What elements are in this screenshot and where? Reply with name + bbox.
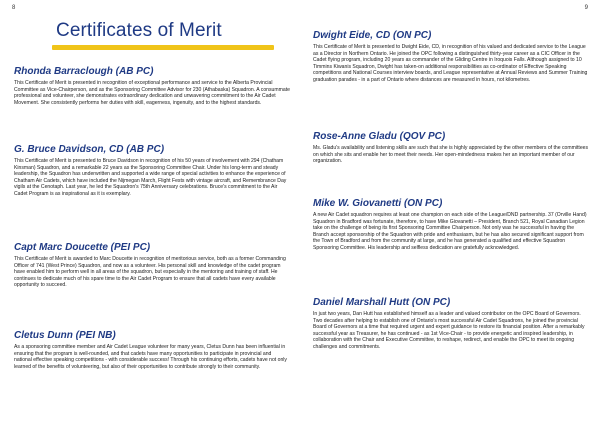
entry-name: Capt Marc Doucette (PEI PC)	[14, 242, 151, 253]
entry-rose-anne-gladu	[313, 131, 589, 165]
entry-text: In just two years, Dan Hutt has established himself as a leader and valued contributor on the OPC Board of Governors. Two decades after helping to establish one of Ontario's most successful Air Cadet Squadrons, he joined the provincial Board of Governors at a time that required urgent and expert guidance to restore its financial position. After a remarkably successful year as Treasurer, he has continued - as 1st Vice-Chair - to provide energetic and inspired leadership, in collaboration with the Chair and Executive Committee, to reshape, redirect, and enable the OPC to meet its ongoing challenges and commitments.	[313, 311, 585, 350]
left-column	[14, 0, 290, 370]
entry-name: Daniel Marshall Hutt (ON PC)	[313, 297, 451, 308]
entry-name: G. Bruce Davidson, CD (AB PC)	[14, 144, 165, 155]
entry-name: Dwight Eide, CD (ON PC)	[313, 30, 432, 41]
entry-name: Rose-Anne Gladu (QOV PC)	[313, 131, 446, 142]
entry-bruce-davidson	[14, 144, 290, 197]
entry-text: As a sponsoring committee member and Air Cadet League volunteer for many years, Cletus Dunn has been influential in ensuring that the program is well-rounded, and that cadets have many opportunities to participate in provincial and national effective speaking competitions - with considerable success! Through his continuing efforts, cadets have not only learned of the benefits of volunteering, but also of their opportunities to contribute strongly to their community.	[14, 344, 287, 370]
entry-text: A new Air Cadet squadron requires at least one champion on each side of the League/DND partnership. 37 (Orville Hand) Squadron in Bradford was fortunate, therefore, to have Mike Giovanetti – President, Branch 521, Royal Canadian Legion take on the challenge of being its first Sponsoring Committee Chairperson. Not only was he successful in having the Branch accept sponsorship of the Squadron with pride and enthusiasm, but he has also secured significant support from the Town of Bradford and from the community at large, and he has generated a qualified and effective Squadron Sponsoring Committee. His leadership and selfless dedication are gratefully acknowledged.	[313, 212, 587, 251]
entry-daniel-hutt	[313, 297, 589, 350]
entry-text: This Certificate of Merit is presented in recognition of exceptional performance and service to the Alberta Provincial Committee as Vice-Chairperson, and as the Sponsoring Committee Advisor for 230 (Athabaska) Squadron. A consummate professional and volunteer, she demonstrates extraordinary dedication and unwavering commitment to the Air Cadet Movement. She consistently performs her duties with skill, eagerness, ingenuity, and to the highest standards.	[14, 80, 290, 106]
entry-name: Rhonda Barraclough (AB PC)	[14, 66, 154, 77]
entry-text: This Certificate of Merit is presented to Dwight Eide, CD, in recognition of his valued and dedicated service to the League as a Director in Northern Ontario. He joined the OPC following a distinguished thirty-year career as a CIC Officer in the Cadet flying program, including 20 years as commander of the Gliding Centre in Iroquois Falls. Although assigned to 10 Timmins Kiwanis Squadron, Dwight has taken-on additional responsibilities as co-ordinator of Effective Speaking competitions and National Courses interview boards, and League representative at Annual Reviews and Summer Training graduation parades - in a part of Ontario where distances are measured in hours, not kilometres.	[313, 44, 588, 83]
page-number-right: 9	[584, 5, 588, 11]
entry-name: Mike W. Giovanetti (ON PC)	[313, 198, 443, 209]
entry-name: Cletus Dunn (PEI NB)	[14, 330, 116, 341]
entry-mike-giovanetti	[313, 198, 589, 251]
entry-dwight-eide	[313, 30, 589, 83]
entry-text: This Certificate of Merit is awarded to Marc Doucette in recognition of meritorious service, both as a former Commanding Officer of 741 (West Prince) Squadron, and now as a volunteer. His personal skill and knowledge of the cadet program have enabled him to perform well in all areas of the squadron, but especially in the mentoring and training of staff. He continues to dedicate much of his spare time to the Air Cadet Program to ensure that all cadets have every available opportunity to succeed.	[14, 256, 286, 288]
entry-rhonda-barraclough	[14, 66, 290, 106]
entry-text: Ms. Gladu's availability and listening skills are such that she is highly appreciated by the other members of the committees on which she sits and enable her to meet their needs. Her open-mindedness makes her an important member of our organization.	[313, 145, 589, 164]
page-number-left: 8	[12, 5, 16, 11]
entry-text: This Certificate of Merit is presented to Bruce Davidson in recognition of his 50 years of involvement with 294 (Chatham Kinsman) Squadron, and a remarkable 22 years as the Sponsoring Committee Chair. Under his long-term and steady leadership, the Squadron has underwritten and supported a wide range of special activities to enhance the experience of Chatham Air Cadets, which have included the Nijmegan March, Flight Fests with vintage aircraft, and Remembrance Day vigils at the Cenotaph. Last year, he led the Squadron's 75th Anniversary celebrations. Bruce's commitment to the Air Cadet Program is as inspirational as it is exemplary.	[14, 158, 287, 197]
entry-cletus-dunn	[14, 330, 290, 370]
title-underline-bar	[52, 45, 274, 50]
title-block	[14, 0, 290, 60]
entry-marc-doucette	[14, 242, 290, 289]
page-title: Certificates of Merit	[56, 20, 222, 41]
